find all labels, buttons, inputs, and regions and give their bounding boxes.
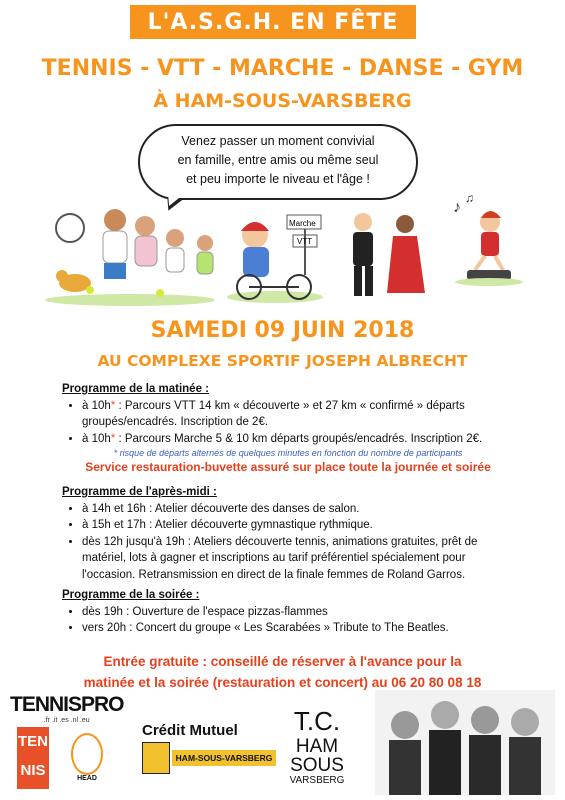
- list-item: • à 10h* : Parcours VTT 14 km « découverte » et 27 km « confirmé » départs groupés/encadrés. Inscription de 2€.: [82, 398, 514, 431]
- tc-ham: HAM: [295, 736, 339, 757]
- morning-item2-time: à 10h: [82, 432, 111, 445]
- entry-line-1: Entrée gratuite : conseillé de réserver à l'avance pour la: [103, 654, 462, 669]
- tennispro-domains: .fr .it .es .nl .eu: [43, 717, 90, 724]
- gym-step-illustration: [445, 190, 525, 290]
- bubble-line-2: en famille, entre amis ou même seul: [177, 153, 379, 167]
- bubble-line-3: et peu importe le niveau et l'âge !: [186, 172, 370, 186]
- list-item: • dès 19h : Ouverture de l'espace pizzas-flammes: [82, 604, 514, 621]
- morning-program: [62, 381, 514, 476]
- evening-program: [62, 587, 514, 637]
- list-item: • vers 20h : Concert du groupe « Les Scarabées » Tribute to The Beatles.: [82, 620, 514, 637]
- tennispro-wordmark: TENNISPRO: [10, 693, 124, 716]
- tennispro-logo: [10, 693, 124, 724]
- tc-letters: T.C.: [293, 706, 341, 736]
- hsv-banner: HAM-SOUS-VARSBERG: [172, 750, 276, 766]
- morning-heading: Programme de la matinée :: [62, 383, 209, 395]
- asterisk-mark: *: [110, 399, 116, 412]
- morning-item2-text: Parcours Marche 5 & 10 km départs groupés/encadrés. Inscription 2€.: [124, 432, 483, 445]
- dancers-illustration: [335, 208, 435, 303]
- list-item: • à 15h et 17h : Atelier découverte gymnastique rythmique.: [82, 517, 514, 534]
- fft-bottom: NIS: [20, 762, 46, 779]
- entry-line-2: matinée et la soirée (restauration et concert) au 06 20 80 08 18: [83, 675, 482, 690]
- speech-bubble: [138, 124, 418, 200]
- list-item: • à 14h et 16h : Atelier découverte des danses de salon.: [82, 501, 514, 518]
- tc-sous: SOUS: [290, 755, 344, 776]
- entry-info: [40, 651, 525, 693]
- list-item: • à 10h* : Parcours Marche 5 & 10 km départs groupés/encadrés. Inscription 2€.: [82, 431, 514, 448]
- service-notice: Service restauration-buvette assuré sur place toute la journée et soirée: [85, 460, 491, 474]
- fft-logo: [17, 727, 49, 789]
- event-title: L'A.S.G.H. EN FÊTE: [147, 9, 399, 35]
- head-logo: [70, 733, 104, 781]
- list-item: • dès 12h jusqu'à 19h : Ateliers découverte tennis, animations gratuites, prêt de matériel, lots à gagner et inscriptions au tarif préférentiel spécialement pour l'occasion. Retransmission en direct de la finale femmes de Roland Garros.: [82, 534, 514, 584]
- credit-mutuel-wordmark: Crédit Mutuel: [142, 722, 238, 739]
- bubble-line-1: Venez passer un moment convivial: [181, 134, 375, 148]
- cyclist-walker-illustration: [225, 205, 335, 305]
- tennis-family-illustration: [40, 198, 220, 308]
- tc-ham-logo: [282, 706, 352, 786]
- title-banner: [130, 5, 416, 39]
- departure-note: * risque de départs alternés de quelques minutes en fonction du nombre de participants: [113, 448, 463, 458]
- fft-top: TEN: [18, 733, 48, 750]
- music-note-icon: ♪: [453, 199, 461, 216]
- coat-of-arms-icon: [142, 742, 170, 774]
- band-photo: [375, 690, 555, 795]
- sign-vtt: VTT: [297, 237, 313, 246]
- sports-list: TENNIS - VTT - MARCHE - DANSE - GYM: [41, 56, 524, 81]
- evening-heading: Programme de la soirée :: [62, 589, 200, 601]
- music-notes-icon: ♫: [465, 191, 474, 205]
- sign-marche: Marche: [289, 219, 316, 228]
- event-date: SAMEDI 09 JUIN 2018: [150, 318, 415, 343]
- tc-varsberg: VARSBERG: [289, 775, 345, 786]
- morning-item1-text: Parcours VTT 14 km « découverte » et 27 km « confirmé » départs groupés/encadrés. Inscription de 2€.: [82, 399, 465, 428]
- head-wordmark: HEAD: [77, 775, 97, 782]
- afternoon-program: [62, 484, 514, 583]
- asterisk-mark: *: [110, 432, 116, 445]
- morning-item1-time: à 10h: [82, 399, 111, 412]
- credit-mutuel-logo: [142, 722, 238, 739]
- afternoon-heading: Programme de l'après-midi :: [62, 486, 217, 498]
- location-title: À HAM-SOUS-VARSBERG: [153, 90, 412, 112]
- racket-icon: [71, 733, 103, 775]
- event-venue: AU COMPLEXE SPORTIF JOSEPH ALBRECHT: [97, 352, 468, 370]
